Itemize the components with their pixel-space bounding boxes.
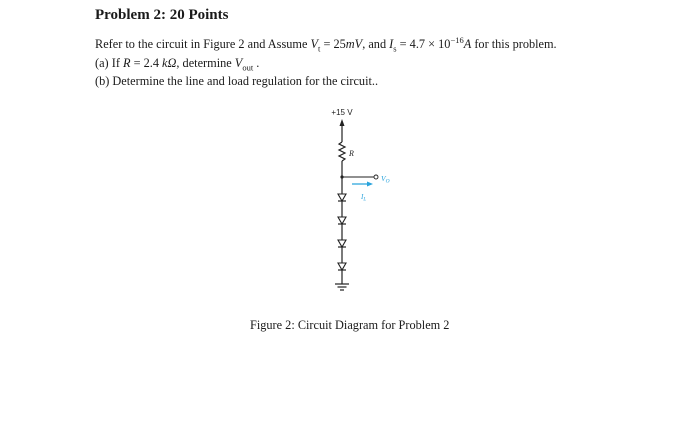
diode-1-icon — [338, 194, 346, 201]
intro-text-2: = 25 — [320, 37, 346, 51]
intro-text-4: = 4.7 × 10 — [396, 37, 451, 51]
supply-label: +15 V — [331, 108, 353, 117]
problem-intro — [95, 34, 557, 54]
vout-subscript: out — [242, 62, 254, 73]
part-b: (b) Determine the line and load regulation for the circuit.. — [95, 74, 379, 88]
millivolt-unit: mV — [345, 37, 363, 51]
intro-text-3: , and — [362, 37, 390, 51]
vt-subscript: t — [318, 43, 321, 54]
output-voltage-label — [381, 174, 390, 185]
load-current-var: I — [361, 193, 364, 201]
load-current-label — [360, 193, 366, 203]
problem-title: Problem 2: 20 Points — [95, 7, 229, 23]
is-subscript: s — [393, 43, 397, 54]
part-a-text-2: = 2.4 — [130, 56, 163, 70]
supply-arrow-icon — [340, 119, 345, 126]
load-current-sub: L — [363, 197, 367, 203]
kohm-unit: kΩ — [162, 56, 177, 70]
output-voltage-sub: O — [385, 178, 390, 185]
is-variable: I — [389, 37, 394, 51]
vout-variable: V — [234, 56, 243, 70]
figure-caption: Figure 2: Circuit Diagram for Problem 2 — [250, 318, 450, 332]
circuit-diagram — [300, 104, 410, 304]
part-a-text-3: , determine — [176, 56, 235, 70]
ampere-unit: A — [463, 37, 472, 51]
intro-text-5: for this problem. — [471, 37, 557, 51]
output-terminal — [374, 175, 378, 179]
vt-variable: V — [310, 37, 319, 51]
diode-2-icon — [338, 217, 346, 224]
diode-3-icon — [338, 240, 346, 247]
resistor-icon — [339, 142, 345, 161]
resistor-label: R — [349, 149, 354, 158]
ground-icon — [335, 284, 349, 290]
diode-4-icon — [338, 263, 346, 270]
part-a-text-4: . — [253, 56, 260, 70]
part-a — [95, 56, 259, 71]
part-a-text-1: (a) If — [95, 56, 123, 70]
r-variable: R — [123, 56, 131, 70]
output-voltage-var: V — [381, 174, 386, 183]
is-exponent: −16 — [450, 34, 464, 45]
load-current-arrow-icon — [367, 182, 373, 187]
intro-text-1: Refer to the circuit in Figure 2 and Assume — [95, 37, 311, 51]
